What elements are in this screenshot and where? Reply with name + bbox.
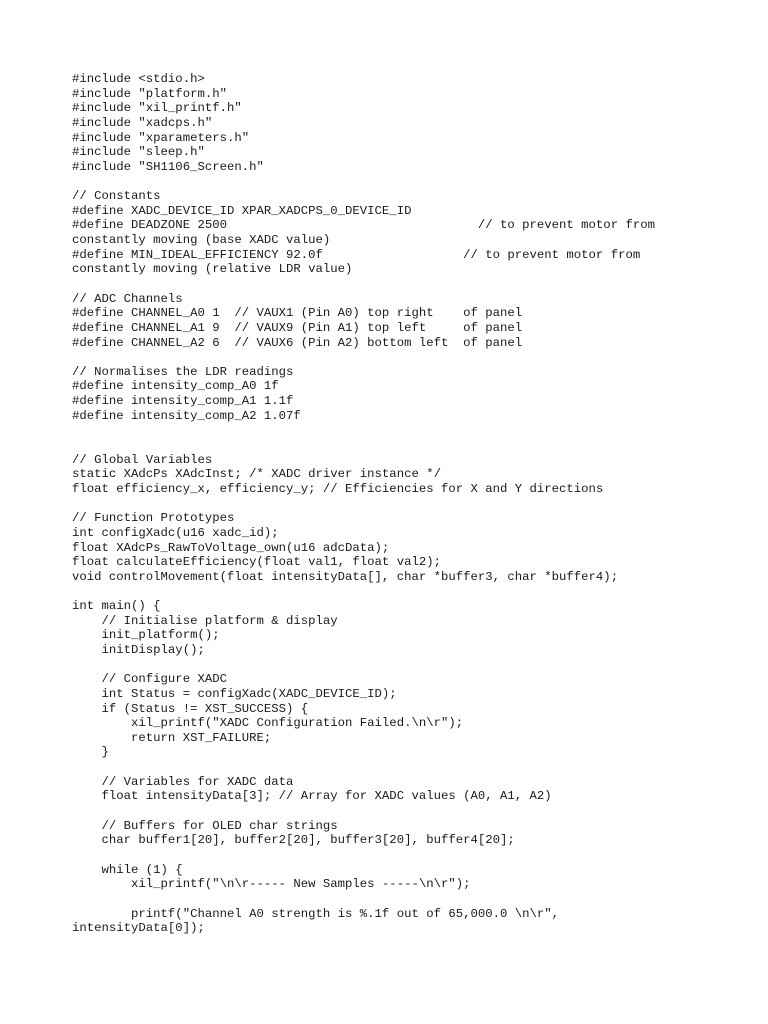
code-line: [72, 277, 655, 292]
code-line: [72, 350, 655, 365]
code-line: while (1) {: [72, 862, 183, 877]
code-line: #define CHANNEL_A2 6 // VAUX6 (Pin A2) bottom left of panel: [72, 335, 523, 350]
code-line: float intensityData[3]; // Array for XADC values (A0, A1, A2): [72, 789, 552, 804]
code-line: [72, 423, 655, 438]
code-line: constantly moving (relative LDR value): [72, 262, 353, 277]
code-line: // Initialise platform & display: [72, 613, 338, 628]
code-line: static XAdcPs XAdcInst; /* XADC driver instance */: [72, 467, 441, 482]
code-line: // ADC Channels: [72, 291, 183, 306]
code-line: #define MIN_IDEAL_EFFICIENCY 92.0f // to prevent motor from: [72, 247, 641, 262]
code-line: #include "xil_printf.h": [72, 101, 242, 116]
code-line: #include "xparameters.h": [72, 130, 250, 145]
code-line: #define XADC_DEVICE_ID XPAR_XADCPS_0_DEVICE_ID: [72, 203, 412, 218]
code-line: #define intensity_comp_A1 1.1f: [72, 394, 294, 409]
code-line: [72, 438, 655, 453]
code-line: // Function Prototypes: [72, 511, 235, 526]
code-line: xil_printf("XADC Configuration Failed.\n\r");: [72, 716, 464, 731]
code-line: #define intensity_comp_A2 1.07f: [72, 408, 301, 423]
code-line: #define CHANNEL_A0 1 // VAUX1 (Pin A0) top right of panel: [72, 306, 523, 321]
code-line: #define CHANNEL_A1 9 // VAUX9 (Pin A1) top left of panel: [72, 320, 523, 335]
code-line: [72, 760, 655, 775]
code-line: #include <stdio.h>: [72, 72, 205, 86]
code-line: #include "sleep.h": [72, 145, 205, 160]
code-line: int configXadc(u16 xadc_id);: [72, 525, 279, 540]
code-line: }: [72, 745, 109, 760]
code-line: [72, 174, 655, 189]
code-line: [72, 804, 655, 819]
code-line: #include "SH1106_Screen.h": [72, 159, 264, 174]
code-line: // Constants: [72, 189, 161, 204]
code-line: [72, 892, 655, 907]
code-line: [72, 658, 655, 673]
code-line: init_platform();: [72, 628, 220, 643]
code-line: // Buffers for OLED char strings: [72, 818, 338, 833]
code-line: void controlMovement(float intensityData[], char *buffer3, char *buffer4);: [72, 569, 619, 584]
code-line: // Normalises the LDR readings: [72, 364, 294, 379]
code-line: float calculateEfficiency(float val1, float val2);: [72, 555, 441, 570]
code-line: initDisplay();: [72, 642, 205, 657]
code-line: #include "xadcps.h": [72, 115, 213, 130]
code-line: xil_printf("\n\r----- New Samples -----\n\r");: [72, 877, 471, 892]
code-line: char buffer1[20], buffer2[20], buffer3[20], buffer4[20];: [72, 833, 515, 848]
code-line: #include "platform.h": [72, 86, 227, 101]
code-line: [72, 497, 655, 512]
code-line: constantly moving (base XADC value): [72, 233, 331, 248]
code-line: int main() {: [72, 599, 161, 614]
code-line: intensityData[0]);: [72, 921, 205, 936]
code-line: printf("Channel A0 strength is %.1f out of 65,000.0 \n\r",: [72, 906, 560, 921]
code-line: // Global Variables: [72, 452, 213, 467]
code-line: // Configure XADC: [72, 672, 227, 687]
code-line: #define intensity_comp_A0 1f: [72, 379, 279, 394]
code-line: int Status = configXadc(XADC_DEVICE_ID);: [72, 686, 397, 701]
code-line: // Variables for XADC data: [72, 774, 294, 789]
code-line: return XST_FAILURE;: [72, 730, 272, 745]
code-line: float XAdcPs_RawToVoltage_own(u16 adcData);: [72, 540, 390, 555]
code-line: if (Status != XST_SUCCESS) {: [72, 701, 309, 716]
code-block: [72, 72, 655, 936]
code-line: [72, 584, 655, 599]
code-line: [72, 848, 655, 863]
code-line: float efficiency_x, efficiency_y; // Efficiencies for X and Y directions: [72, 481, 604, 496]
code-line: #define DEADZONE 2500 // to prevent motor from: [72, 218, 655, 233]
